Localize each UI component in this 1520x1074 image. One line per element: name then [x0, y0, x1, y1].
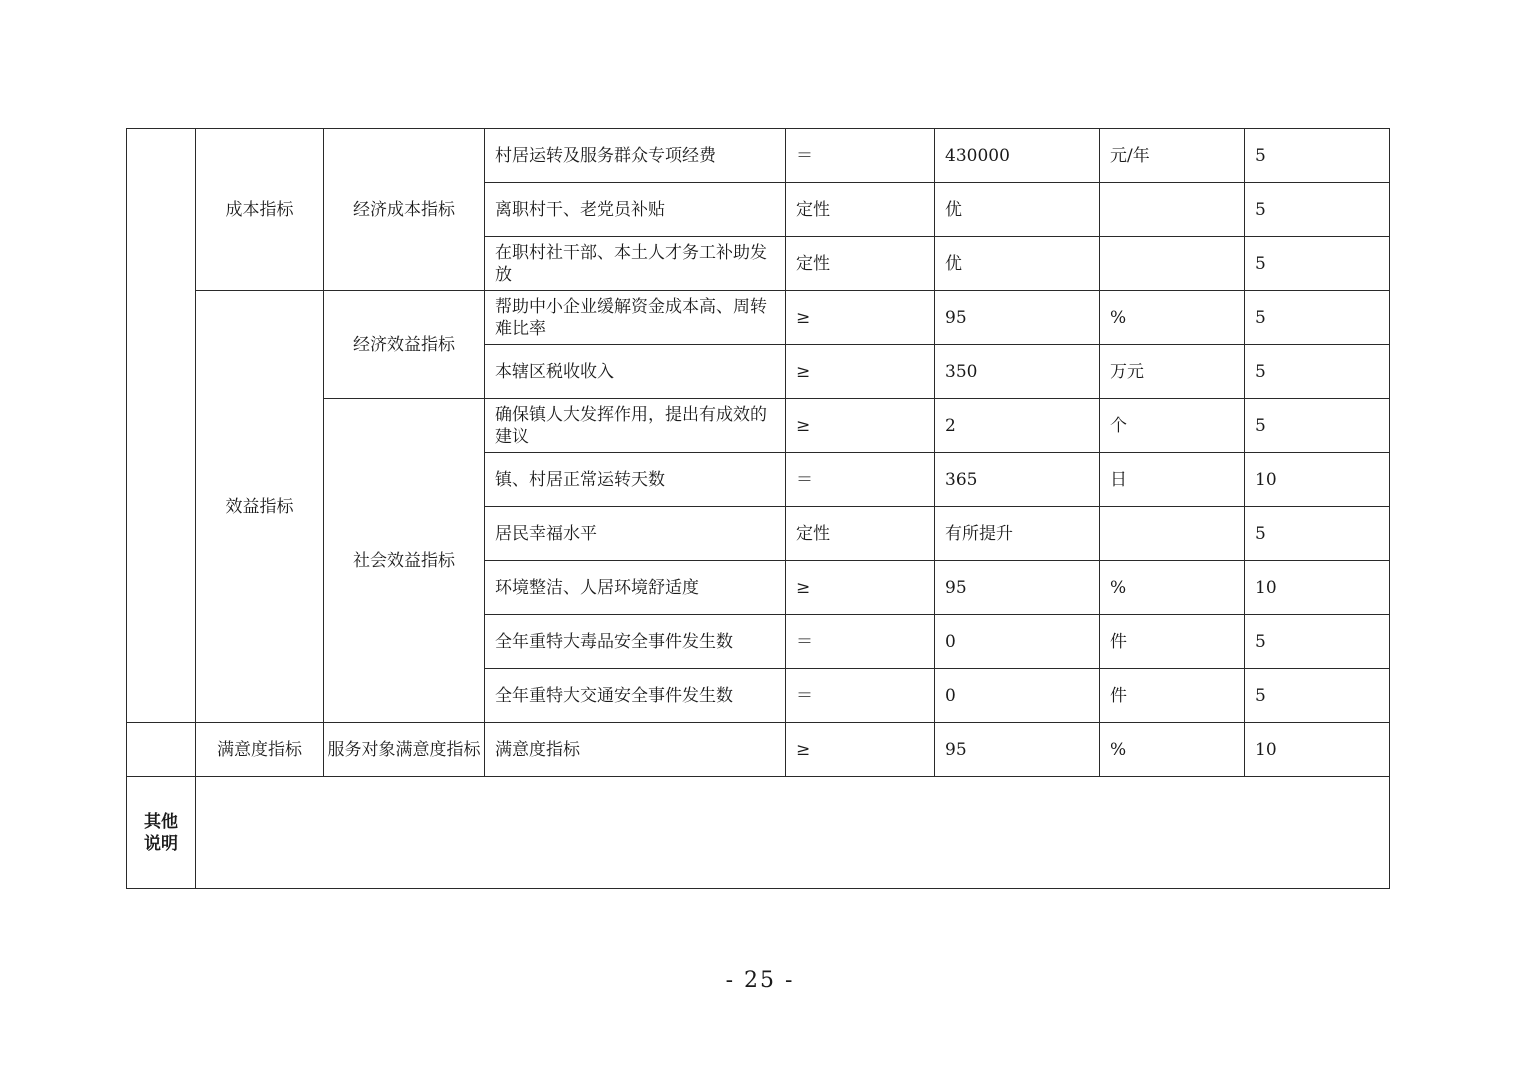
other-notes-label	[127, 777, 196, 889]
score-cell: 10	[1245, 723, 1390, 777]
unit-cell: 件	[1100, 615, 1245, 669]
operator-cell: ≥	[786, 561, 935, 615]
level3-economic-benefit-cell: 经济效益指标	[324, 291, 485, 399]
score-cell: 5	[1245, 615, 1390, 669]
score-cell: 5	[1245, 507, 1390, 561]
indicator-name-cell: 村居运转及服务群众专项经费	[485, 129, 786, 183]
target-value-cell: 95	[935, 723, 1100, 777]
target-value-cell: 350	[935, 345, 1100, 399]
target-value-cell: 0	[935, 669, 1100, 723]
score-cell: 5	[1245, 399, 1390, 453]
score-cell: 5	[1245, 291, 1390, 345]
target-value-cell: 2	[935, 399, 1100, 453]
operator-cell: 定性	[786, 507, 935, 561]
level2-satisfaction-cell: 满意度指标	[196, 723, 324, 777]
level3-economic-cost-cell: 经济成本指标	[324, 129, 485, 291]
unit-cell	[1100, 183, 1245, 237]
other-notes-content	[196, 777, 1390, 889]
target-value-cell: 430000	[935, 129, 1100, 183]
indicator-name-cell: 在职村社干部、本土人才务工补助发放	[485, 237, 786, 291]
unit-cell: 万元	[1100, 345, 1245, 399]
unit-cell: %	[1100, 723, 1245, 777]
level3-service-satisfaction-cell: 服务对象满意度指标	[324, 723, 485, 777]
target-value-cell: 优	[935, 237, 1100, 291]
table-row	[127, 723, 1390, 777]
target-value-cell: 0	[935, 615, 1100, 669]
score-cell: 5	[1245, 237, 1390, 291]
indicator-name-cell: 全年重特大毒品安全事件发生数	[485, 615, 786, 669]
unit-cell: 件	[1100, 669, 1245, 723]
target-value-cell: 优	[935, 183, 1100, 237]
level2-cost-cell: 成本指标	[196, 129, 324, 291]
table-row	[127, 129, 1390, 183]
table-row	[127, 291, 1390, 345]
score-cell: 10	[1245, 561, 1390, 615]
level2-benefit-cell: 效益指标	[196, 291, 324, 723]
operator-cell: ＝	[786, 453, 935, 507]
operator-cell: ≥	[786, 291, 935, 345]
operator-cell: 定性	[786, 183, 935, 237]
unit-cell	[1100, 507, 1245, 561]
unit-cell	[1100, 237, 1245, 291]
indicator-name-cell: 镇、村居正常运转天数	[485, 453, 786, 507]
indicator-name-cell: 确保镇人大发挥作用，提出有成效的建议	[485, 399, 786, 453]
page-number: - 25 -	[725, 968, 795, 993]
operator-cell: ＝	[786, 669, 935, 723]
indicator-name-cell: 帮助中小企业缓解资金成本高、周转难比率	[485, 291, 786, 345]
target-value-cell: 95	[935, 561, 1100, 615]
indicator-name-cell: 居民幸福水平	[485, 507, 786, 561]
unit-cell: %	[1100, 561, 1245, 615]
score-cell: 5	[1245, 669, 1390, 723]
operator-cell: ≥	[786, 723, 935, 777]
operator-cell: ＝	[786, 615, 935, 669]
operator-cell: ≥	[786, 399, 935, 453]
indicator-name-cell: 全年重特大交通安全事件发生数	[485, 669, 786, 723]
target-value-cell: 365	[935, 453, 1100, 507]
unit-cell: 日	[1100, 453, 1245, 507]
unit-cell: %	[1100, 291, 1245, 345]
level1-blank-cell	[127, 723, 196, 777]
unit-cell: 元/年	[1100, 129, 1245, 183]
indicator-name-cell: 满意度指标	[485, 723, 786, 777]
performance-indicator-table	[126, 128, 1390, 889]
other-notes-label-line2: 说明	[144, 833, 178, 854]
score-cell: 5	[1245, 129, 1390, 183]
unit-cell: 个	[1100, 399, 1245, 453]
indicator-name-cell: 本辖区税收收入	[485, 345, 786, 399]
score-cell: 5	[1245, 345, 1390, 399]
level3-social-benefit-cell: 社会效益指标	[324, 399, 485, 723]
target-value-cell: 有所提升	[935, 507, 1100, 561]
operator-cell: 定性	[786, 237, 935, 291]
target-value-cell: 95	[935, 291, 1100, 345]
indicator-name-cell: 离职村干、老党员补贴	[485, 183, 786, 237]
score-cell: 5	[1245, 183, 1390, 237]
other-notes-row	[127, 777, 1390, 889]
operator-cell: ≥	[786, 345, 935, 399]
other-notes-label-line1: 其他	[144, 811, 178, 832]
score-cell: 10	[1245, 453, 1390, 507]
indicator-name-cell: 环境整洁、人居环境舒适度	[485, 561, 786, 615]
operator-cell: ＝	[786, 129, 935, 183]
level1-blank-cell	[127, 129, 196, 723]
